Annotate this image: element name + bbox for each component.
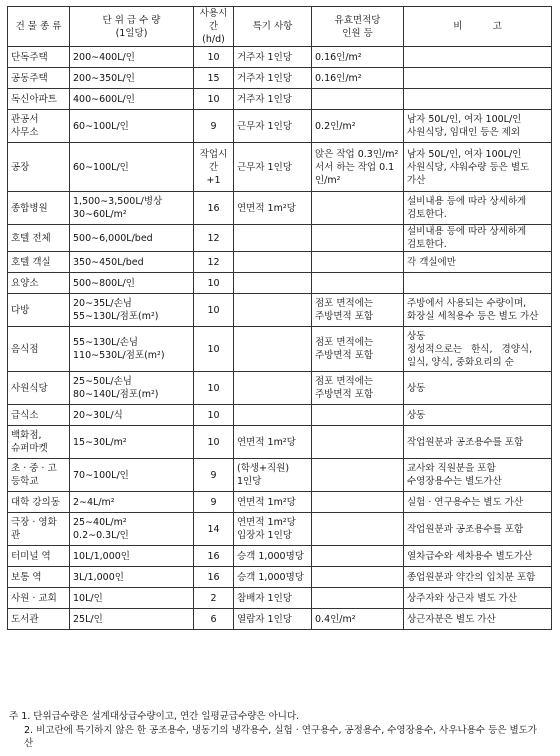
cell-building-type bbox=[8, 567, 70, 588]
cell-unit-supply-line: 55∼130L/점포(m²) bbox=[73, 311, 159, 322]
cell-building-type-line: 대학 강의동 bbox=[11, 496, 60, 508]
cell-per-area-persons-line: 인/m² bbox=[315, 174, 341, 186]
footnote-1: 주 1. 단위급수량은 설계대상급수량이고, 연간 일평균급수량은 아니다. bbox=[9, 711, 300, 722]
table-row bbox=[8, 492, 552, 513]
cell-building-type-line: 초 · 중 · 고 bbox=[11, 463, 57, 474]
cell-usage-hours bbox=[194, 273, 234, 294]
cell-building-type-line: 사무소 bbox=[11, 127, 39, 138]
cell-usage-hours-line: 14 bbox=[207, 523, 220, 535]
cell-per-area-persons bbox=[312, 513, 404, 546]
cell-usage-hours-line: 10 bbox=[207, 343, 220, 355]
table-row bbox=[8, 327, 552, 372]
cell-remarks bbox=[404, 143, 552, 192]
header-per-area-persons bbox=[312, 7, 404, 47]
cell-remarks bbox=[404, 426, 552, 459]
cell-per-area-persons bbox=[312, 68, 404, 89]
table-row bbox=[8, 192, 552, 225]
cell-special-notes bbox=[234, 405, 312, 426]
cell-unit-supply-line: 55∼130L/손님 bbox=[73, 337, 139, 348]
cell-building-type bbox=[8, 405, 70, 426]
cell-building-type-line: 독신아파트 bbox=[11, 93, 57, 105]
cell-building-type bbox=[8, 459, 70, 492]
cell-per-area-persons-line: 0.16인/m² bbox=[315, 72, 362, 84]
header-per-area-line2: 인원 등 bbox=[342, 27, 373, 39]
cell-remarks-line: 상동 bbox=[407, 382, 426, 394]
cell-special-notes-line: 참배자 1인당 bbox=[237, 592, 292, 604]
table-row bbox=[8, 426, 552, 459]
cell-building-type bbox=[8, 513, 70, 546]
cell-building-type bbox=[8, 110, 70, 143]
cell-usage-hours-line: 9 bbox=[210, 496, 217, 508]
cell-remarks bbox=[404, 47, 552, 68]
cell-per-area-persons bbox=[312, 609, 404, 630]
cell-unit-supply-line: 30∼60L/m² bbox=[73, 209, 127, 220]
cell-building-type bbox=[8, 588, 70, 609]
cell-special-notes-line: 근무자 1인당 bbox=[237, 120, 292, 132]
cell-remarks-line: 작업원분과 공조용수를 포함 bbox=[407, 523, 524, 535]
cell-usage-hours bbox=[194, 405, 234, 426]
cell-special-notes bbox=[234, 546, 312, 567]
cell-per-area-persons-line: 점포 면적에는 bbox=[315, 298, 374, 309]
cell-per-area-persons bbox=[312, 459, 404, 492]
cell-building-type-line: 등학교 bbox=[11, 476, 39, 487]
footnote-2: 2. 비고란에 특기하지 않은 한 공조용수, 냉동기의 냉각용수, 실험 · 연구용수, 공정용수, 수영장용수, 사우나용수 등은 별도가산 bbox=[24, 725, 537, 749]
cell-remarks-line: 일식, 양식, 중화요리의 순 bbox=[407, 356, 514, 368]
cell-building-type-line: 보통 역 bbox=[11, 571, 42, 583]
cell-building-type-line: 요양소 bbox=[11, 277, 39, 289]
cell-special-notes-line: 거주자 1인당 bbox=[237, 51, 292, 63]
cell-remarks-line: 가산 bbox=[407, 174, 426, 186]
cell-unit-supply-line: 25∼40L/m² bbox=[73, 517, 127, 528]
cell-usage-hours bbox=[194, 372, 234, 405]
cell-special-notes bbox=[234, 609, 312, 630]
cell-special-notes bbox=[234, 110, 312, 143]
cell-special-notes-line: 열람자 1인당 bbox=[237, 613, 292, 625]
cell-remarks-line: 사원식당, 샤워수량 등은 별도 bbox=[407, 161, 530, 173]
cell-usage-hours bbox=[194, 426, 234, 459]
header-building-type: 건 물 종 류 bbox=[8, 7, 70, 47]
cell-remarks bbox=[404, 273, 552, 294]
cell-unit-supply bbox=[70, 546, 194, 567]
cell-usage-hours-line: 10 bbox=[207, 93, 220, 105]
cell-building-type-line: 음식점 bbox=[11, 343, 39, 355]
cell-building-type-line: 사원 · 교회 bbox=[11, 592, 57, 604]
table-row bbox=[8, 459, 552, 492]
cell-unit-supply bbox=[70, 513, 194, 546]
cell-usage-hours bbox=[194, 225, 234, 252]
cell-unit-supply-line: 70∼100L/인 bbox=[73, 469, 129, 481]
cell-unit-supply bbox=[70, 273, 194, 294]
cell-unit-supply-line: 25∼50L/손님 bbox=[73, 376, 132, 387]
cell-per-area-persons bbox=[312, 405, 404, 426]
table-row bbox=[8, 143, 552, 192]
cell-building-type bbox=[8, 273, 70, 294]
cell-per-area-persons bbox=[312, 47, 404, 68]
cell-special-notes bbox=[234, 492, 312, 513]
cell-remarks-line: 실험 · 연구용수는 별도 가산 bbox=[407, 496, 524, 508]
table-row bbox=[8, 546, 552, 567]
cell-usage-hours bbox=[194, 327, 234, 372]
cell-remarks-line: 교사와 직원분을 포함 bbox=[407, 463, 496, 474]
cell-building-type bbox=[8, 252, 70, 273]
cell-unit-supply bbox=[70, 588, 194, 609]
cell-unit-supply bbox=[70, 405, 194, 426]
cell-per-area-persons bbox=[312, 294, 404, 327]
header-unit-supply-line1: 단 위 급 수 량 bbox=[102, 14, 161, 26]
cell-building-type-line: 호텔 객실 bbox=[11, 256, 51, 268]
cell-per-area-persons bbox=[312, 426, 404, 459]
cell-remarks-line: 상동 bbox=[407, 330, 426, 342]
cell-remarks bbox=[404, 405, 552, 426]
cell-building-type-line: 단독주택 bbox=[11, 51, 48, 63]
cell-usage-hours bbox=[194, 609, 234, 630]
cell-building-type-line: 슈퍼마켓 bbox=[11, 443, 48, 454]
cell-remarks-line: 수영장용수는 별도가산 bbox=[407, 476, 502, 487]
cell-usage-hours-line: 10 bbox=[207, 436, 220, 448]
cell-building-type-line: 사원식당 bbox=[11, 382, 48, 394]
cell-special-notes-line: 연면적 1m²당 bbox=[237, 202, 296, 214]
cell-special-notes bbox=[234, 252, 312, 273]
cell-per-area-persons-line: 주방면적 포함 bbox=[315, 311, 374, 322]
cell-special-notes bbox=[234, 225, 312, 252]
header-usage-hours bbox=[194, 7, 234, 47]
cell-usage-hours bbox=[194, 492, 234, 513]
cell-special-notes-line: 연면적 1m²당 bbox=[237, 436, 296, 448]
cell-unit-supply-line: 80∼140L/점포(m²) bbox=[73, 389, 159, 400]
cell-remarks-line: 열차급수와 세차용수 별도가산 bbox=[407, 550, 533, 562]
cell-building-type-line: 다방 bbox=[11, 304, 30, 316]
cell-usage-hours-line: 작업시간 bbox=[199, 148, 228, 173]
cell-building-type-line: 공동주택 bbox=[11, 72, 48, 84]
cell-per-area-persons bbox=[312, 252, 404, 273]
cell-usage-hours bbox=[194, 192, 234, 225]
cell-unit-supply-line: 2∼4L/m² bbox=[73, 496, 115, 508]
cell-remarks-line: 사원식당, 임대인 등은 제외 bbox=[407, 127, 521, 138]
cell-remarks-line: 검토한다. bbox=[407, 209, 447, 220]
cell-unit-supply-line: 350∼450L/bed bbox=[73, 256, 144, 268]
table-row bbox=[8, 47, 552, 68]
cell-unit-supply bbox=[70, 68, 194, 89]
cell-usage-hours bbox=[194, 459, 234, 492]
cell-special-notes-line: 연면적 1m²당 bbox=[237, 517, 296, 528]
cell-unit-supply-line: 60∼100L/인 bbox=[73, 161, 129, 173]
cell-unit-supply-line: 60∼100L/인 bbox=[73, 120, 129, 132]
table-row bbox=[8, 372, 552, 405]
cell-per-area-persons bbox=[312, 588, 404, 609]
cell-special-notes-line: 승객 1,000명당 bbox=[237, 550, 304, 562]
cell-remarks-line: 작업원분과 공조용수를 포함 bbox=[407, 436, 524, 448]
cell-special-notes-line: 승객 1,000명당 bbox=[237, 571, 304, 583]
table-row bbox=[8, 225, 552, 252]
table-row bbox=[8, 513, 552, 546]
cell-special-notes-line: 거주자 1인당 bbox=[237, 93, 292, 105]
cell-unit-supply-line: 20∼30L/식 bbox=[73, 409, 123, 421]
cell-remarks bbox=[404, 225, 552, 252]
cell-per-area-persons bbox=[312, 110, 404, 143]
cell-building-type-line: 백화점, bbox=[11, 430, 42, 441]
cell-usage-hours-line: 10 bbox=[207, 277, 220, 289]
cell-unit-supply-line: 0.2∼0.3L/인 bbox=[73, 530, 129, 541]
cell-per-area-persons-line: 주방면적 포함 bbox=[315, 389, 374, 400]
cell-per-area-persons-line: 0.16인/m² bbox=[315, 51, 362, 63]
cell-special-notes bbox=[234, 588, 312, 609]
table-row bbox=[8, 294, 552, 327]
cell-building-type-line: 호텔 전체 bbox=[11, 232, 51, 244]
cell-unit-supply bbox=[70, 143, 194, 192]
cell-special-notes bbox=[234, 68, 312, 89]
cell-usage-hours-line: 15 bbox=[207, 72, 220, 84]
cell-per-area-persons bbox=[312, 327, 404, 372]
cell-remarks bbox=[404, 567, 552, 588]
cell-usage-hours-line: 16 bbox=[207, 550, 220, 562]
cell-building-type bbox=[8, 492, 70, 513]
header-unit-supply-line2: (1일당) bbox=[115, 27, 148, 39]
cell-usage-hours-line: 10 bbox=[207, 409, 220, 421]
cell-per-area-persons-line: 점포 면적에는 bbox=[315, 337, 374, 348]
cell-usage-hours-line: 12 bbox=[207, 232, 220, 244]
cell-special-notes bbox=[234, 513, 312, 546]
table-row bbox=[8, 89, 552, 110]
cell-special-notes bbox=[234, 426, 312, 459]
cell-unit-supply-line: 10L/인 bbox=[73, 592, 103, 604]
cell-building-type-line: 관 bbox=[11, 530, 21, 541]
cell-unit-supply bbox=[70, 110, 194, 143]
cell-usage-hours bbox=[194, 47, 234, 68]
table-row bbox=[8, 110, 552, 143]
cell-remarks bbox=[404, 89, 552, 110]
cell-usage-hours bbox=[194, 294, 234, 327]
cell-usage-hours bbox=[194, 546, 234, 567]
cell-building-type bbox=[8, 327, 70, 372]
cell-special-notes bbox=[234, 294, 312, 327]
cell-remarks bbox=[404, 492, 552, 513]
cell-usage-hours bbox=[194, 110, 234, 143]
cell-special-notes bbox=[234, 89, 312, 110]
cell-building-type-line: 종합병원 bbox=[11, 202, 48, 214]
cell-special-notes-line: 근무자 1인당 bbox=[237, 161, 292, 173]
cell-usage-hours bbox=[194, 588, 234, 609]
cell-special-notes bbox=[234, 372, 312, 405]
cell-remarks-line: 설비내용 등에 따라 상세하게 bbox=[407, 196, 527, 207]
cell-unit-supply-line: 200∼400L/인 bbox=[73, 51, 135, 63]
table-row bbox=[8, 609, 552, 630]
cell-unit-supply-line: 1,500∼3,500L/병상 bbox=[73, 196, 163, 207]
table-header-row bbox=[8, 7, 552, 47]
cell-unit-supply-line: 20∼35L/손님 bbox=[73, 298, 132, 309]
cell-unit-supply bbox=[70, 252, 194, 273]
cell-unit-supply-line: 3L/1,000인 bbox=[73, 571, 124, 583]
cell-per-area-persons bbox=[312, 492, 404, 513]
cell-per-area-persons bbox=[312, 546, 404, 567]
cell-remarks bbox=[404, 294, 552, 327]
cell-unit-supply bbox=[70, 47, 194, 68]
cell-per-area-persons-line: 0.4인/m² bbox=[315, 613, 356, 625]
cell-unit-supply bbox=[70, 192, 194, 225]
header-per-area-line1: 유효면적당 bbox=[334, 14, 381, 26]
cell-unit-supply bbox=[70, 372, 194, 405]
cell-building-type-line: 급식소 bbox=[11, 409, 39, 421]
cell-usage-hours bbox=[194, 567, 234, 588]
cell-remarks-line: 정성적으로는 한식, 경양식, bbox=[407, 343, 533, 355]
table-row bbox=[8, 68, 552, 89]
cell-unit-supply bbox=[70, 492, 194, 513]
cell-usage-hours-line: 9 bbox=[210, 469, 217, 481]
cell-unit-supply-line: 10L/1,000인 bbox=[73, 550, 130, 562]
cell-usage-hours bbox=[194, 252, 234, 273]
cell-building-type-line: 관공서 bbox=[11, 114, 39, 125]
header-unit-supply bbox=[70, 7, 194, 47]
cell-building-type bbox=[8, 89, 70, 110]
cell-usage-hours bbox=[194, 513, 234, 546]
cell-usage-hours-line: +1 bbox=[206, 174, 221, 186]
cell-unit-supply bbox=[70, 225, 194, 252]
cell-special-notes bbox=[234, 567, 312, 588]
cell-building-type bbox=[8, 294, 70, 327]
cell-remarks-line: 주방에서 사용되는 수량이며, bbox=[407, 298, 527, 309]
water-supply-table bbox=[7, 6, 552, 630]
cell-special-notes bbox=[234, 192, 312, 225]
cell-building-type-line: 공장 bbox=[11, 161, 30, 173]
cell-usage-hours bbox=[194, 68, 234, 89]
cell-unit-supply-line: 200∼350L/인 bbox=[73, 72, 135, 84]
cell-unit-supply bbox=[70, 426, 194, 459]
cell-special-notes bbox=[234, 327, 312, 372]
cell-building-type bbox=[8, 546, 70, 567]
cell-unit-supply-line: 15∼30L/m² bbox=[73, 436, 127, 448]
cell-usage-hours bbox=[194, 143, 234, 192]
cell-building-type bbox=[8, 192, 70, 225]
cell-unit-supply-line: 400∼600L/인 bbox=[73, 93, 135, 105]
cell-per-area-persons-line: 주방면적 포함 bbox=[315, 350, 374, 361]
cell-special-notes bbox=[234, 143, 312, 192]
cell-remarks-line: 설비내용 등에 따라 상세하게 bbox=[407, 226, 527, 237]
cell-per-area-persons bbox=[312, 273, 404, 294]
cell-remarks-line: 상동 bbox=[407, 409, 426, 421]
cell-usage-hours-line: 16 bbox=[207, 571, 220, 583]
cell-special-notes-line: (학생+직원) bbox=[237, 463, 290, 474]
cell-remarks-line: 종업원분과 약간의 입치분 포함 bbox=[407, 571, 536, 583]
header-remarks: 비 고 bbox=[404, 7, 552, 47]
cell-remarks-line: 각 객실에만 bbox=[407, 256, 456, 268]
cell-remarks bbox=[404, 609, 552, 630]
cell-per-area-persons-line: 0.2인/m² bbox=[315, 120, 356, 132]
cell-building-type bbox=[8, 225, 70, 252]
cell-usage-hours-line: 16 bbox=[207, 202, 220, 214]
cell-unit-supply bbox=[70, 327, 194, 372]
cell-remarks bbox=[404, 192, 552, 225]
table-body bbox=[8, 47, 552, 630]
header-usage-hours-line2: (h/d) bbox=[202, 34, 225, 45]
cell-remarks bbox=[404, 546, 552, 567]
cell-special-notes-line: 연면적 1m²당 bbox=[237, 496, 296, 508]
cell-remarks bbox=[404, 513, 552, 546]
cell-remarks-line: 화장실 세척용수 등은 별도 가산 bbox=[407, 311, 539, 322]
cell-remarks-line: 상주자와 상근자 별도 가산 bbox=[407, 592, 518, 604]
cell-remarks bbox=[404, 372, 552, 405]
cell-special-notes bbox=[234, 273, 312, 294]
table-row bbox=[8, 405, 552, 426]
cell-unit-supply-line: 500∼6,000L/bed bbox=[73, 232, 153, 244]
cell-per-area-persons-line: 점포 면적에는 bbox=[315, 376, 374, 387]
cell-building-type bbox=[8, 47, 70, 68]
cell-remarks bbox=[404, 252, 552, 273]
cell-per-area-persons bbox=[312, 567, 404, 588]
cell-unit-supply bbox=[70, 609, 194, 630]
cell-per-area-persons-line: 앉은 작업 0.3인/m² bbox=[315, 148, 399, 160]
cell-per-area-persons bbox=[312, 225, 404, 252]
cell-per-area-persons bbox=[312, 372, 404, 405]
cell-unit-supply bbox=[70, 294, 194, 327]
cell-remarks-line: 상근자분은 별도 가산 bbox=[407, 613, 496, 625]
cell-special-notes bbox=[234, 47, 312, 68]
cell-remarks-line: 남자 50L/인, 여자 100L/인 bbox=[407, 148, 522, 160]
cell-usage-hours-line: 10 bbox=[207, 382, 220, 394]
cell-usage-hours bbox=[194, 89, 234, 110]
cell-remarks bbox=[404, 110, 552, 143]
cell-remarks bbox=[404, 68, 552, 89]
cell-remarks-line: 검토한다. bbox=[407, 239, 447, 250]
cell-building-type bbox=[8, 68, 70, 89]
cell-remarks bbox=[404, 459, 552, 492]
water-supply-table-container bbox=[7, 6, 551, 630]
cell-remarks bbox=[404, 327, 552, 372]
cell-per-area-persons bbox=[312, 89, 404, 110]
table-row bbox=[8, 273, 552, 294]
cell-special-notes-line: 입장자 1인당 bbox=[237, 530, 292, 541]
cell-per-area-persons-line: 서서 하는 작업 0.1 bbox=[315, 161, 395, 173]
cell-special-notes bbox=[234, 459, 312, 492]
table-row bbox=[8, 252, 552, 273]
cell-usage-hours-line: 2 bbox=[210, 592, 217, 604]
cell-special-notes-line: 거주자 1인당 bbox=[237, 72, 292, 84]
cell-unit-supply bbox=[70, 459, 194, 492]
header-special-notes: 특기 사항 bbox=[234, 7, 312, 47]
cell-building-type bbox=[8, 372, 70, 405]
cell-usage-hours-line: 6 bbox=[210, 613, 217, 625]
header-usage-hours-line1: 사용시간 bbox=[199, 8, 228, 32]
cell-building-type-line: 터미널 역 bbox=[11, 550, 51, 562]
cell-building-type-line: 극장 · 영화 bbox=[11, 517, 57, 528]
cell-special-notes-line: 1인당 bbox=[237, 476, 262, 487]
cell-unit-supply-line: 500∼800L/인 bbox=[73, 277, 135, 289]
cell-unit-supply-line: 25L/인 bbox=[73, 613, 103, 625]
cell-per-area-persons bbox=[312, 143, 404, 192]
cell-usage-hours-line: 12 bbox=[207, 256, 220, 268]
cell-remarks-line: 남자 50L/인, 여자 100L/인 bbox=[407, 114, 522, 125]
cell-unit-supply bbox=[70, 567, 194, 588]
table-row bbox=[8, 567, 552, 588]
cell-building-type-line: 도서관 bbox=[11, 613, 39, 625]
cell-building-type bbox=[8, 426, 70, 459]
cell-building-type bbox=[8, 609, 70, 630]
cell-per-area-persons bbox=[312, 192, 404, 225]
cell-usage-hours-line: 10 bbox=[207, 51, 220, 63]
table-row bbox=[8, 588, 552, 609]
cell-usage-hours-line: 10 bbox=[207, 304, 220, 316]
cell-building-type bbox=[8, 143, 70, 192]
cell-unit-supply bbox=[70, 89, 194, 110]
cell-remarks bbox=[404, 588, 552, 609]
cell-unit-supply-line: 110∼530L/점포(m²) bbox=[73, 350, 165, 361]
cell-usage-hours-line: 9 bbox=[210, 120, 217, 132]
